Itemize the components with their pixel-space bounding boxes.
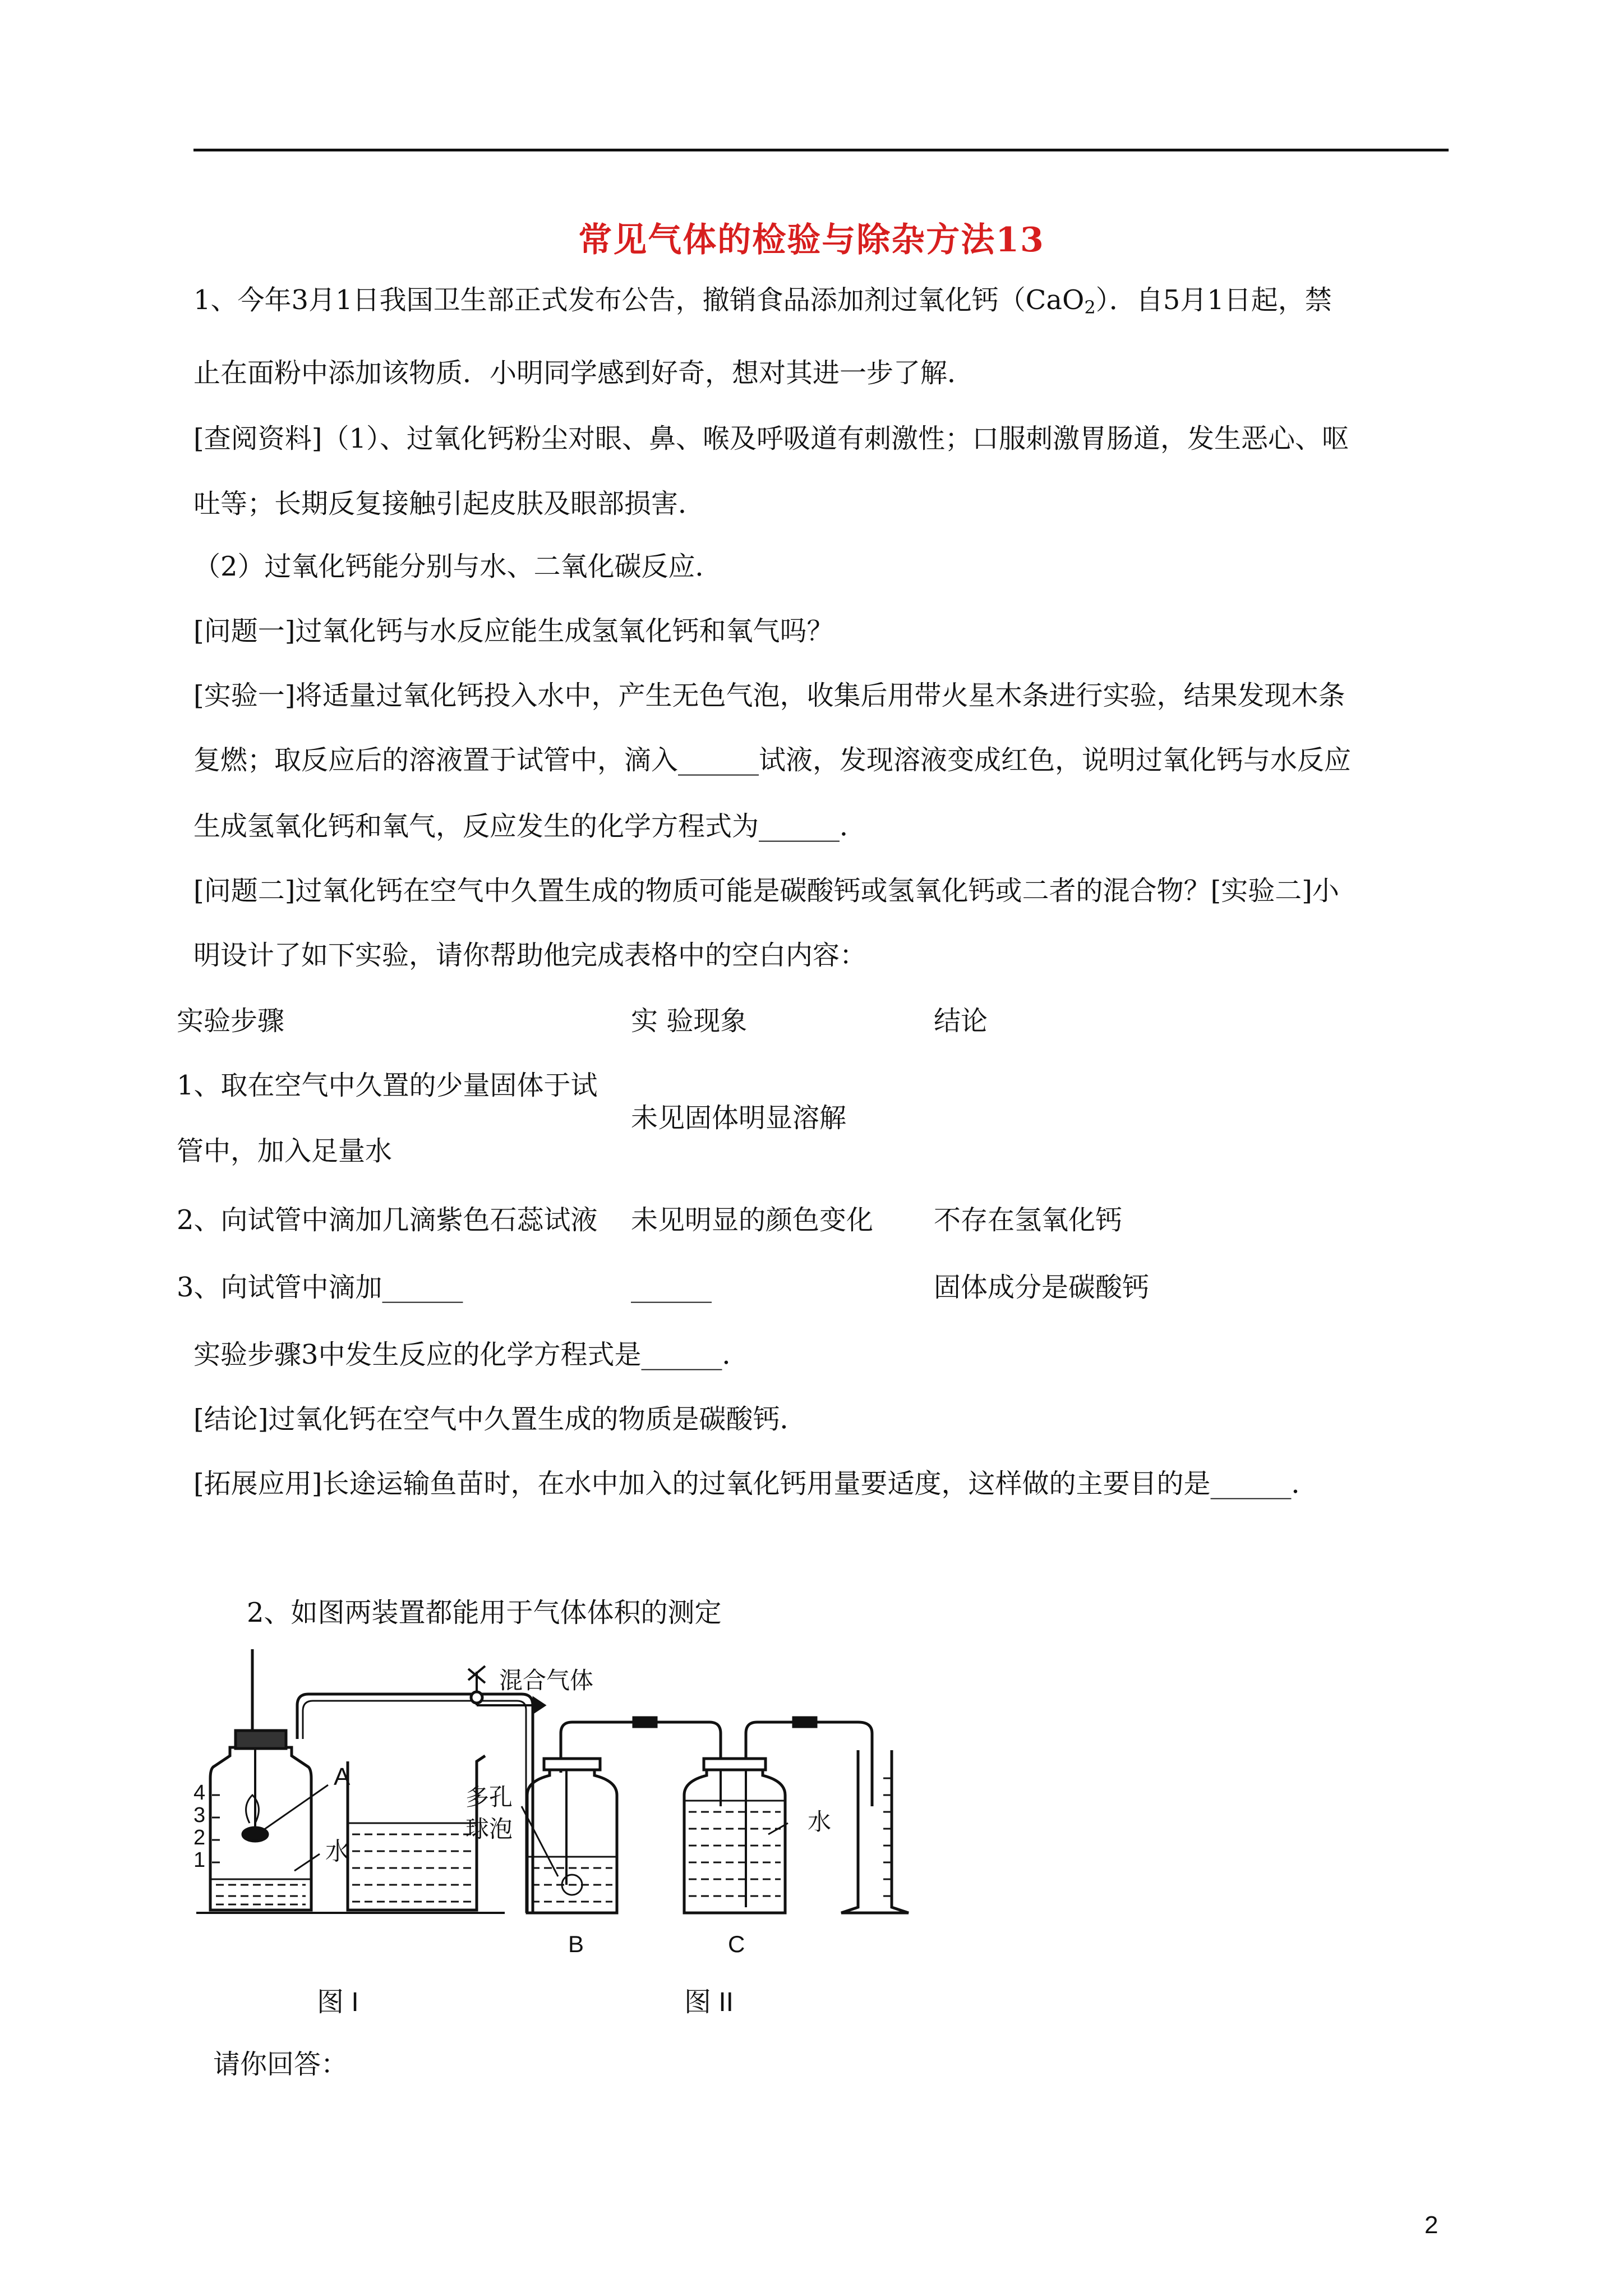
page-number: 2 xyxy=(1424,2211,1438,2239)
stopper-I xyxy=(236,1731,286,1749)
q1-line10: [问题二]过氧化钙在空气中久置生成的物质可能是碳酸钙或氢氧化钙或二者的混合物？[实验二]小 xyxy=(193,875,1339,907)
label-porous-1: 多孔 xyxy=(465,1784,513,1810)
water-I xyxy=(216,1885,306,1904)
label-porous-2: 球泡 xyxy=(465,1816,513,1842)
page-title: 常见气体的检验与除杂方法13 xyxy=(578,220,1045,260)
table-header-conclusion: 结论 xyxy=(934,1005,988,1037)
q2-answer-prompt: 请你回答： xyxy=(213,2049,348,2080)
label-mixed-gas: 混合气体 xyxy=(499,1667,594,1694)
caption-figure-II: 图 II xyxy=(684,1987,734,2017)
beaker xyxy=(348,1756,485,1910)
q1-line3: [查阅资料]（1）、过氧化钙粉尘对眼、鼻、喉及呼吸道有刺激性；口服刺激胃肠道，发生恶心、呕 xyxy=(193,423,1349,454)
row1-step-b: 管中，加入足量水 xyxy=(177,1135,393,1167)
row3-step: 3、向试管中滴加______ xyxy=(177,1272,463,1303)
q1-line13: [结论]过氧化钙在空气中久置生成的物质是碳酸钙． xyxy=(193,1404,807,1435)
bottle-C xyxy=(684,1767,785,1913)
q1-line5: （2）过氧化钙能分别与水、二氧化碳反应． xyxy=(193,551,722,582)
row1-phenomenon: 未见固体明显溶解 xyxy=(631,1102,847,1134)
water-B xyxy=(532,1868,612,1902)
q1-line7: [实验一]将适量过氧化钙投入水中，产生无色气泡，收集后用带火星木条进行实验，结果发现木条 xyxy=(193,680,1345,711)
q2-line1: 2、如图两装置都能用于气体体积的测定 xyxy=(247,1597,722,1628)
bottle-B xyxy=(527,1767,617,1913)
header-rule xyxy=(193,149,1449,151)
scale-3: 3 xyxy=(193,1803,206,1827)
q1-line2: 止在面粉中添加该物质．小明同学感到好奇，想对其进一步了解． xyxy=(193,357,975,389)
measuring-cylinder xyxy=(841,1750,909,1913)
q1-line14: [拓展应用]长途运输鱼苗时，在水中加入的过氧化钙用量要适度，这样做的主要目的是______． xyxy=(193,1468,1318,1499)
label-C: C xyxy=(728,1931,745,1957)
row3-conclusion: 固体成分是碳酸钙 xyxy=(934,1272,1150,1303)
water-C xyxy=(689,1812,781,1896)
q1-line8: 复燃；取反应后的溶液置于试管中，滴入______试液，发现溶液变成红色，说明过氧化钙与水反应 xyxy=(193,744,1352,776)
row2-conclusion: 不存在氢氧化钙 xyxy=(934,1204,1123,1236)
water-beaker xyxy=(352,1834,472,1902)
scale-1: 1 xyxy=(193,1848,206,1872)
row2-step: 2、向试管中滴加几滴紫色石蕊试液 xyxy=(177,1204,598,1236)
q1-line11: 明设计了如下实验，请你帮助他完成表格中的空白内容： xyxy=(193,940,867,971)
q1-line1: 1、今年3月1日我国卫生部正式发布公告，撤销食品添加剂过氧化钙（CaO$_2$）．自5月1日起，禁 xyxy=(193,284,1332,318)
label-B: B xyxy=(568,1931,584,1957)
caption-figure-I: 图 I xyxy=(317,1987,359,2017)
row1-step-a: 1、取在空气中久置的少量固体于试 xyxy=(177,1070,598,1101)
scale-marks xyxy=(212,1795,220,1862)
q1-line12: 实验步骤3中发生反应的化学方程式是______． xyxy=(193,1339,749,1370)
label-water-1: 水 xyxy=(325,1838,350,1865)
row2-phenomenon: 未见明显的颜色变化 xyxy=(631,1204,874,1236)
q1-line6: [问题一]过氧化钙与水反应能生成氢氧化钙和氧气吗？ xyxy=(193,615,834,647)
table-header-step: 实验步骤 xyxy=(177,1005,285,1037)
label-A: A xyxy=(334,1763,351,1791)
label-water-2: 水 xyxy=(808,1809,832,1835)
q1-line4: 吐等；长期反复接触引起皮肤及眼部损害． xyxy=(193,488,706,519)
scale-4: 4 xyxy=(193,1781,206,1805)
row3-phenomenon: ______ xyxy=(631,1272,712,1303)
q1-line9: 生成氢氧化钙和氧气，反应发生的化学方程式为______． xyxy=(193,811,867,842)
apparatus-figure xyxy=(185,1649,970,2042)
table-header-phenomenon: 实 验现象 xyxy=(631,1005,748,1037)
scale-2: 2 xyxy=(193,1826,206,1849)
